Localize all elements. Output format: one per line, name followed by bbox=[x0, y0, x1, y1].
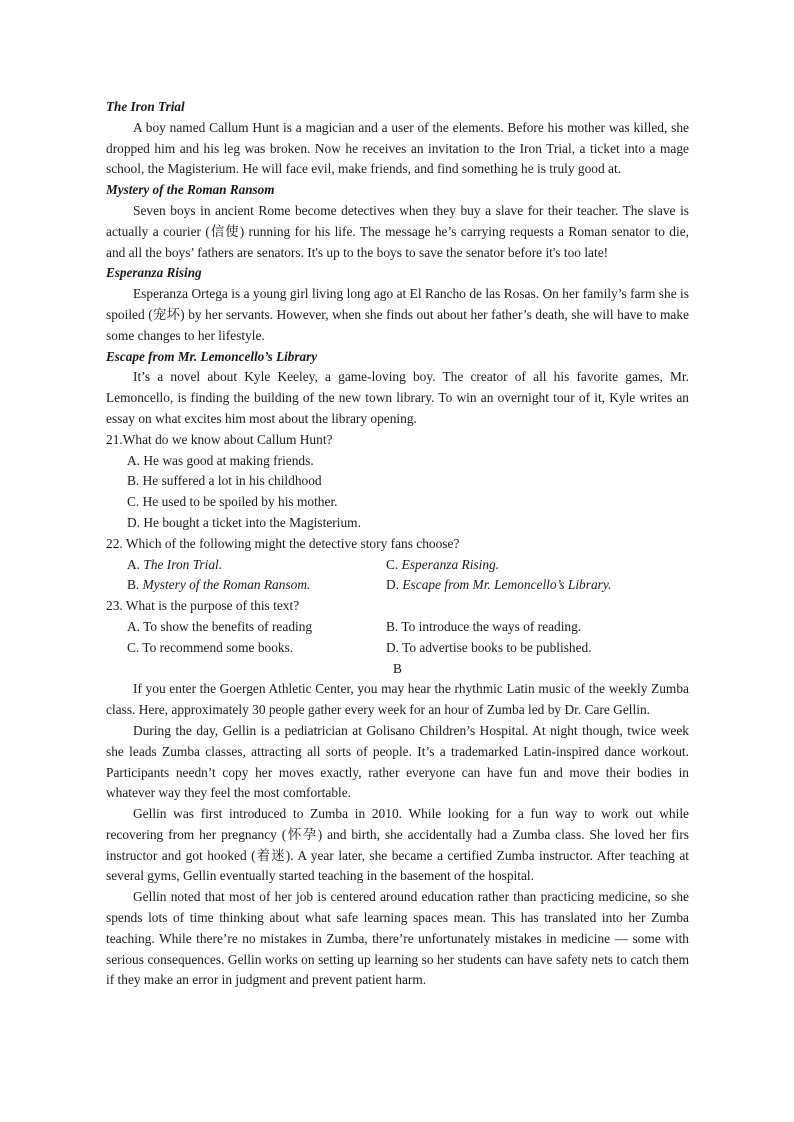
q22-options-row-1 bbox=[106, 555, 689, 576]
passage-paragraph: During the day, Gellin is a pediatrician at Golisano Children’s Hospital. At night though, twice week she leads Zumba classes, attracting all sorts of people. It’s a trademarked Latin-inspired dance workout. Participants needn’t copy her moves exactly, rather everyone can have fun and move their bodies in whatever way they feel the most comfortable. bbox=[106, 722, 689, 801]
q22-option-b: B. Mystery of the Roman Ransom. bbox=[127, 577, 311, 593]
q22-options-row-2 bbox=[106, 575, 689, 596]
q22-option-a: A. The Iron Trial. bbox=[127, 556, 223, 572]
q21-option-a: A. He was good at making friends. bbox=[127, 452, 314, 468]
book-description: A boy named Callum Hunt is a magician and a user of the elements. Before his mother was killed, she dropped him and his leg was broken. Now he receives an invitation to the Iron Trial, a ticket into a mage school, the Magisterium. He will face evil, make friends, and find something he is truly good at. bbox=[106, 119, 689, 177]
q21-option-c: C. He used to be spoiled by his mother. bbox=[127, 494, 338, 510]
passage-paragraph: Gellin was first introduced to Zumba in 2010. While looking for a fun way to work out while recovering from her pregnancy (怀孕) and birth, she accidentally had a Zumba class. She loved her firs instructor and got hooked (着迷). A year later, she became a certified Zumba instructor. After teaching at several gyms, Gellin eventually started teaching in the basement of the hospital. bbox=[106, 806, 689, 884]
q23-option-d: D. To advertise books to be published. bbox=[386, 639, 592, 655]
q23-options-row-1 bbox=[106, 617, 689, 638]
book-description: Seven boys in ancient Rome become detectives when they buy a slave for their teacher. The slave is actually a courier (信使) running for his life. The message he’s carrying requests a Roman senator to die, and all the boys’ fathers are senators. It's up to the boys to save the senator before it's too late! bbox=[106, 202, 689, 260]
document-page bbox=[106, 97, 689, 991]
book-description: Esperanza Ortega is a young girl living long ago at El Rancho de las Rosas. On her family’s farm she is spoiled (宠坏) by her servants. However, when she finds out about her father’s death, she will have to make some changes to her lifestyle. bbox=[106, 286, 689, 343]
book-title: Mystery of the Roman Ransom bbox=[106, 182, 275, 198]
section-heading: B bbox=[393, 660, 402, 676]
passage-paragraph: If you enter the Goergen Athletic Center, you may hear the rhythmic Latin music of the weekly Zumba class. Here, approximately 30 people gather every week for an hour of Zumba led by Dr. Care Gellin. bbox=[106, 681, 689, 718]
q22-option-c: C. Esperanza Rising. bbox=[386, 556, 500, 572]
question-21: 21.What do we know about Callum Hunt? bbox=[106, 431, 333, 447]
book-title: Escape from Mr. Lemoncello’s Library bbox=[106, 348, 318, 364]
q23-option-b: B. To introduce the ways of reading. bbox=[386, 618, 582, 634]
question-23: 23. What is the purpose of this text? bbox=[106, 598, 300, 614]
book-description: It’s a novel about Kyle Keeley, a game-loving boy. The creator of all his favorite games, Mr. Lemoncello, is finding the building of the new town library. To win an overnight tour of it, Kyle writes an essay on what excites him most about the library opening. bbox=[106, 369, 689, 426]
q23-option-c: C. To recommend some books. bbox=[127, 639, 294, 655]
q23-options-row-2 bbox=[106, 638, 689, 659]
q21-option-d: D. He bought a ticket into the Magisterium. bbox=[127, 514, 361, 530]
question-22: 22. Which of the following might the detective story fans choose? bbox=[106, 535, 460, 551]
book-title: Esperanza Rising bbox=[106, 265, 202, 281]
q22-option-d: D. Escape from Mr. Lemoncello’s Library. bbox=[386, 577, 612, 593]
q23-option-a: A. To show the benefits of reading bbox=[127, 618, 313, 634]
book-title: The Iron Trial bbox=[106, 99, 185, 114]
passage-paragraph: Gellin noted that most of her job is centered around education rather than practicing medicine, so she spends lots of time thinking about what safe learning spaces mean. This has translated into her Zumba teaching. While there’re no mistakes in Zumba, there’re unfortunately mistakes in medicine — some with serious consequences. Gellin works on setting up learning so her students can have safety nets to catch them if they make an error in judgment and prevent patient harm. bbox=[106, 889, 689, 988]
q21-option-b: B. He suffered a lot in his childhood bbox=[127, 473, 322, 489]
